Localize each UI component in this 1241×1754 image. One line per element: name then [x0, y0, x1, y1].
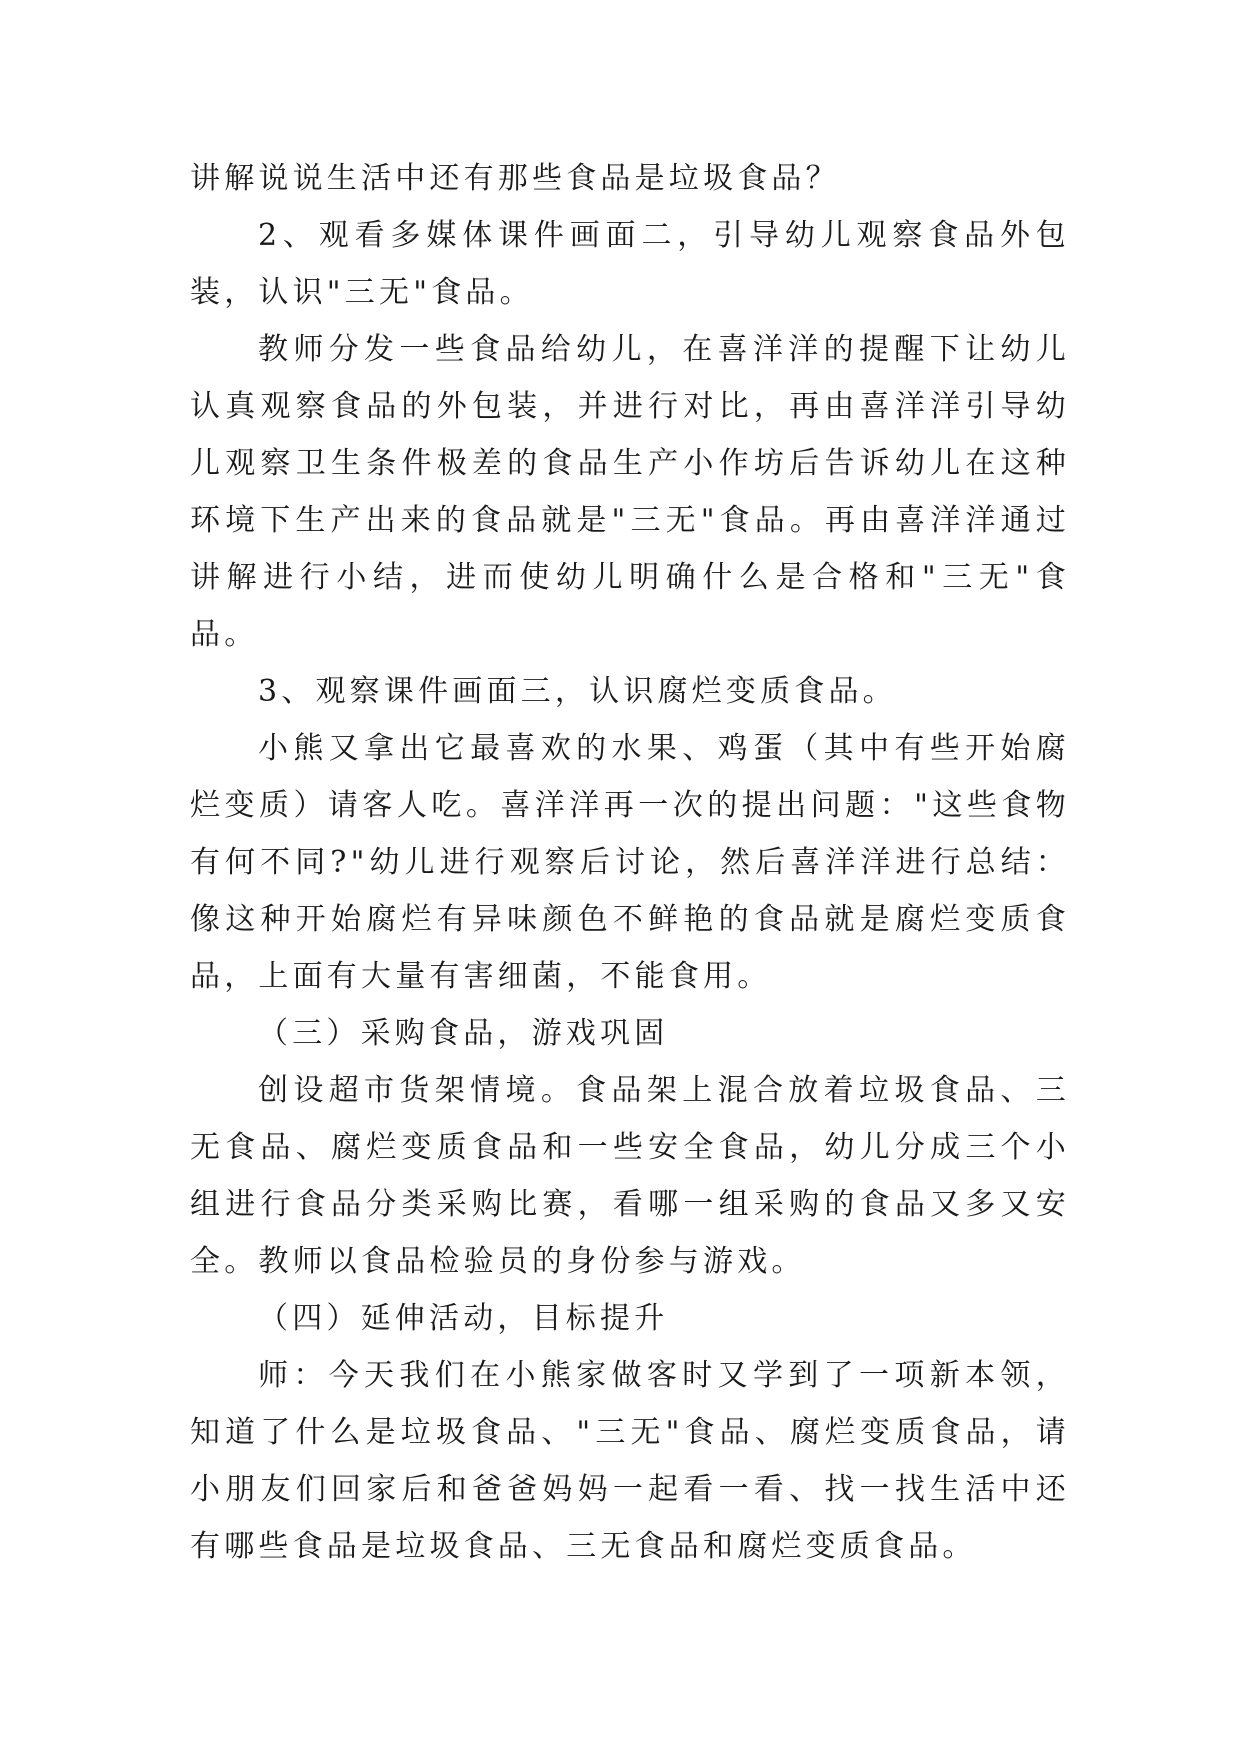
section-heading-3: （三）采购食品，游戏巩固: [258, 1016, 669, 1051]
document-body: [190, 150, 1070, 1575]
paragraph-teacher-distributes: 教师分发一些食品给幼儿，在喜洋洋的提醒下让幼儿认真观察食品的外包装，并进行对比，再由喜洋洋引导幼儿观察卫生条件极差的食品生产小作坊后告诉幼儿在这种环境下生产出来的食品就是"三无"食品。再由喜洋洋通过讲解进行小结，进而使幼儿明确什么是合格和"三无"食品。: [190, 332, 1070, 652]
paragraph-teacher-closing: 师：今天我们在小熊家做客时又学到了一项新本领，知道了什么是垃圾食品、"三无"食品、腐烂变质食品，请小朋友们回家后和爸爸妈妈一起看一看、找一找生活中还有哪些食品是垃圾食品、三无食品和腐烂变质食品。: [190, 1358, 1070, 1564]
paragraph-step-2: 2、观看多媒体课件画面二，引导幼儿观察食品外包装，认识"三无"食品。: [190, 218, 1070, 310]
paragraph-step-3: 3、观察课件画面三，认识腐烂变质食品。: [258, 674, 897, 709]
paragraph-continued: 讲解说说生活中还有那些食品是垃圾食品？: [190, 161, 840, 196]
paragraph-supermarket: 创设超市货架情境。食品架上混合放着垃圾食品、三无食品、腐烂变质食品和一些安全食品，幼儿分成三个小组进行食品分类采购比赛，看哪一组采购的食品又多又安全。教师以食品检验员的身份参与游戏。: [190, 1073, 1070, 1279]
paragraph-bear-fruit: 小熊又拿出它最喜欢的水果、鸡蛋（其中有些开始腐烂变质）请客人吃。喜洋洋再一次的提出问题："这些食物有何不同?"幼儿进行观察后讨论，然后喜洋洋进行总结：像这种开始腐烂有异味颜色不鲜艳的食品就是腐烂变质食品，上面有大量有害细菌，不能食用。: [190, 731, 1070, 994]
section-heading-4: （四）延伸活动，目标提升: [258, 1301, 669, 1336]
